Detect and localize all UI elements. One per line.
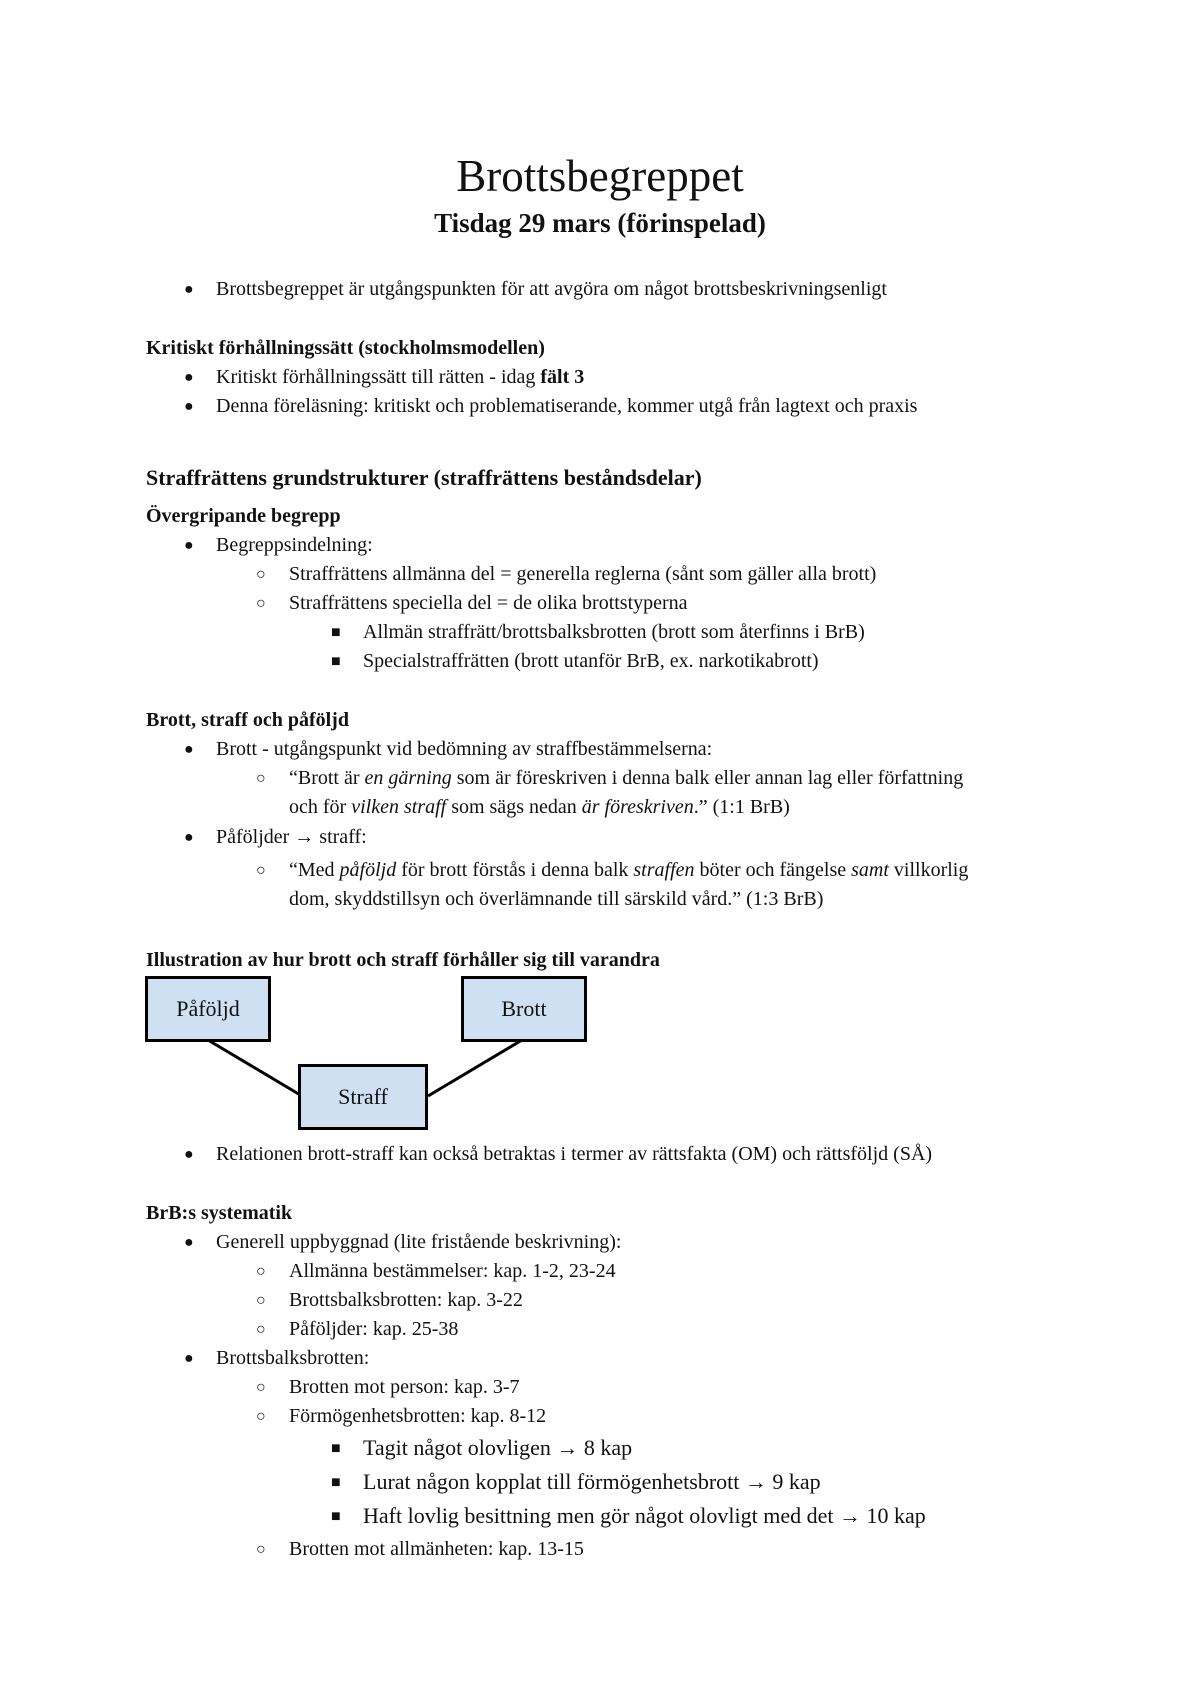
list-item: Påföljder: kap. 25-38 — [289, 1318, 459, 1340]
quote-line: “Med påföljd för brott förstås i denna balk straffen böter och fängelse samt villkorlig — [289, 859, 969, 881]
bullet-icon: ● — [184, 1234, 194, 1251]
circle-bullet-icon: ○ — [256, 1263, 266, 1280]
square-bullet-icon: ■ — [331, 1440, 341, 1457]
list-item: Straffrättens speciella del = de olika brottstyperna — [289, 592, 688, 614]
square-bullet-icon: ■ — [331, 653, 341, 670]
connector-line-pafoljd-straff — [208, 1040, 302, 1096]
circle-bullet-icon: ○ — [256, 862, 266, 879]
circle-bullet-icon: ○ — [256, 1321, 266, 1338]
page-title: Brottsbegreppet — [456, 151, 744, 201]
square-bullet-icon: ■ — [331, 624, 341, 641]
list-item: Allmänna bestämmelser: kap. 1-2, 23-24 — [289, 1260, 616, 1282]
diagram-box-pafoljd: Påföljd — [145, 976, 271, 1042]
section-heading-grundstrukturer: Straffrättens grundstrukturer (straffrättens beståndsdelar) — [146, 465, 702, 490]
circle-bullet-icon: ○ — [256, 1541, 266, 1558]
bullet-icon: ● — [184, 1350, 194, 1367]
section-heading-systematik: BrB:s systematik — [146, 1202, 293, 1224]
list-item: Straffrättens allmänna del = generella reglerna (sånt som gäller alla brott) — [289, 563, 877, 585]
quote-line: “Brott är en gärning som är föreskriven i denna balk eller annan lag eller författning — [289, 767, 964, 789]
diagram-box-brott: Brott — [461, 976, 587, 1042]
circle-bullet-icon: ○ — [256, 770, 266, 787]
intro-text: Brottsbegreppet är utgångspunkten för att avgöra om något brottsbeskrivningsenligt — [216, 278, 887, 300]
quote-line: och för vilken straff som sägs nedan är föreskriven.” (1:1 BrB) — [289, 796, 790, 818]
section-heading-illustration: Illustration av hur brott och straff förhåller sig till varandra — [146, 949, 660, 971]
list-item: Denna föreläsning: kritiskt och problematiserande, kommer utgå från lagtext och praxis — [216, 395, 918, 417]
circle-bullet-icon: ○ — [256, 1408, 266, 1425]
list-item: Brotten mot allmänheten: kap. 13-15 — [289, 1538, 584, 1560]
list-item: Tagit något olovligen → 8 kap — [363, 1435, 633, 1460]
section-heading-kritiskt: Kritiskt förhållningssätt (stockholmsmodellen) — [146, 337, 545, 359]
section-heading-brott-straff: Brott, straff och påföljd — [146, 709, 349, 731]
list-item: Relationen brott-straff kan också betraktas i termer av rättsfakta (OM) och rättsföljd (SÅ) — [216, 1143, 933, 1165]
quote-line: dom, skyddstillsyn och överlämnande till särskild vård.” (1:3 BrB) — [289, 888, 824, 910]
list-item: Allmän straffrätt/brottsbalksbrotten (brott som återfinns i BrB) — [363, 621, 865, 643]
list-item: Påföljder → straff: — [216, 826, 367, 848]
square-bullet-icon: ■ — [331, 1474, 341, 1491]
bullet-icon: ● — [184, 1146, 194, 1163]
list-item: Specialstraffrätten (brott utanför BrB, ex. narkotikabrott) — [363, 650, 819, 672]
bullet-icon: ● — [184, 537, 194, 554]
subheading-overgripande: Övergripande begrepp — [146, 505, 341, 527]
bullet-icon: ● — [184, 369, 194, 386]
list-item: Brottsbalksbrotten: — [216, 1347, 370, 1369]
connector-line-brott-straff — [428, 1040, 522, 1096]
list-item: Begreppsindelning: — [216, 534, 373, 556]
list-item: Brotten mot person: kap. 3-7 — [289, 1376, 520, 1398]
list-item: Kritiskt förhållningssätt till rätten - idag fält 3 — [216, 366, 585, 388]
bullet-icon: ● — [184, 281, 194, 298]
bullet-icon: ● — [184, 741, 194, 758]
circle-bullet-icon: ○ — [256, 595, 266, 612]
circle-bullet-icon: ○ — [256, 1292, 266, 1309]
list-item: Brott - utgångspunkt vid bedömning av straffbestämmelserna: — [216, 738, 713, 760]
list-item: Haft lovlig besittning men gör något olovligt med det → 10 kap — [363, 1503, 926, 1528]
list-item: Förmögenhetsbrotten: kap. 8-12 — [289, 1405, 547, 1427]
bullet-icon: ● — [184, 829, 194, 846]
list-item: Generell uppbyggnad (lite fristående beskrivning): — [216, 1231, 622, 1253]
circle-bullet-icon: ○ — [256, 566, 266, 583]
square-bullet-icon: ■ — [331, 1508, 341, 1525]
page-subtitle: Tisdag 29 mars (förinspelad) — [434, 208, 766, 238]
bullet-icon: ● — [184, 398, 194, 415]
circle-bullet-icon: ○ — [256, 1379, 266, 1396]
list-item: Lurat någon kopplat till förmögenhetsbrott → 9 kap — [363, 1469, 821, 1494]
diagram-box-straff: Straff — [298, 1064, 428, 1130]
list-item: Brottsbalksbrotten: kap. 3-22 — [289, 1289, 523, 1311]
